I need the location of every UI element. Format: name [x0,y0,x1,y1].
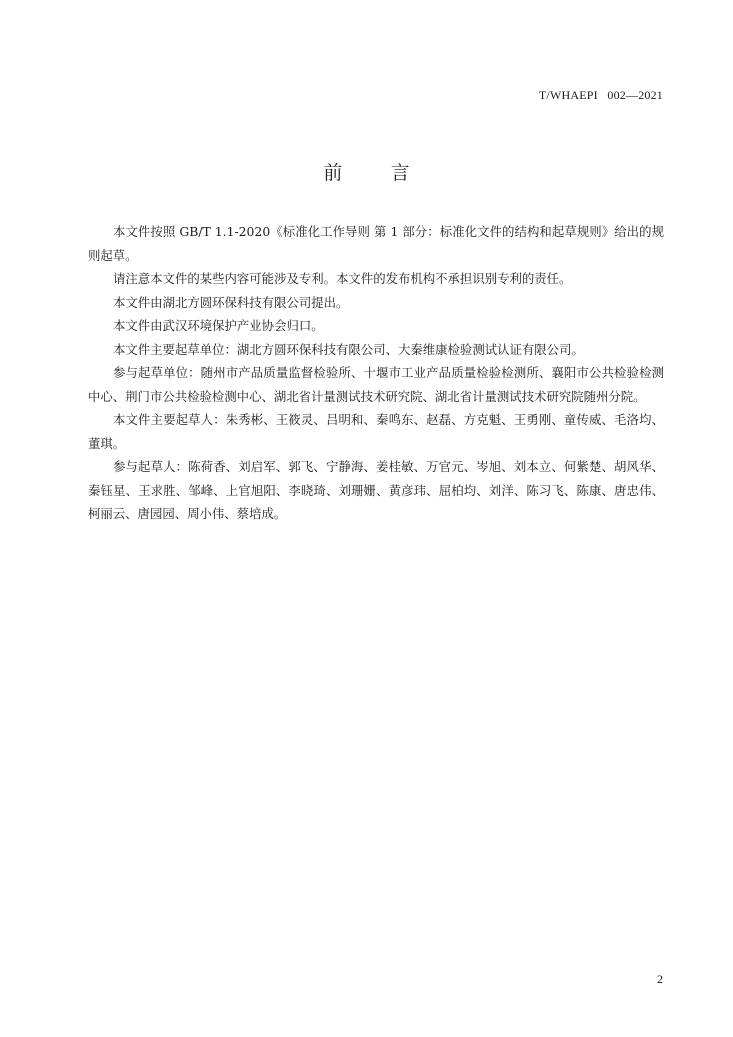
paragraph-participating-drafters: 参与起草人：陈荷香、刘启军、郭飞、宁静海、姜桂敏、万官元、岑旭、刘本立、何紫楚、胡风华、秦钰星、王求胜、邹峰、上官旭阳、李晓琦、刘珊姗、黄彦玮、屈柏均、刘洋、陈习飞、陈康、唐忠伟、柯丽云、唐园园、周小伟、蔡培成。 [88,459,664,521]
paragraph-drafting-rules: 本文件按照 GB/T 1.1-2020《标准化工作导则 第 1 部分：标准化文件的结构和起草规则》给出的规则起草。 [88,224,664,263]
document-code: T/WHAEPI 002—2021 [538,88,663,102]
paragraph-patent-notice: 请注意本文件的某些内容可能涉及专利。本文件的发布机构不承担识别专利的责任。 [113,271,572,286]
page-number: 2 [657,972,663,986]
paragraph-main-drafting-units: 本文件主要起草单位：湖北方圆环保科技有限公司、大秦维康检验测试认证有限公司。 [113,341,584,357]
foreword-body [88,220,664,526]
paragraph-main-drafters: 本文件主要起草人：朱秀彬、王筱灵、吕明和、秦鸣东、赵磊、方克魁、王勇刚、童传威、毛洛均、董琪。 [88,412,664,451]
paragraph-proposer: 本文件由湖北方圆环保科技有限公司提出。 [113,294,349,310]
paragraph-participating-units: 参与起草单位：随州市产品质量监督检验所、十堰市工业产品质量检验检测所、襄阳市公共检验检测中心、荆门市公共检验检测中心、湖北省计量测试技术研究院、湖北省计量测试技术研究院随州分院。 [88,365,664,404]
paragraph-administrator: 本文件由武汉环境保护产业协会归口。 [113,318,324,333]
page-title: 前 言 [323,162,410,184]
